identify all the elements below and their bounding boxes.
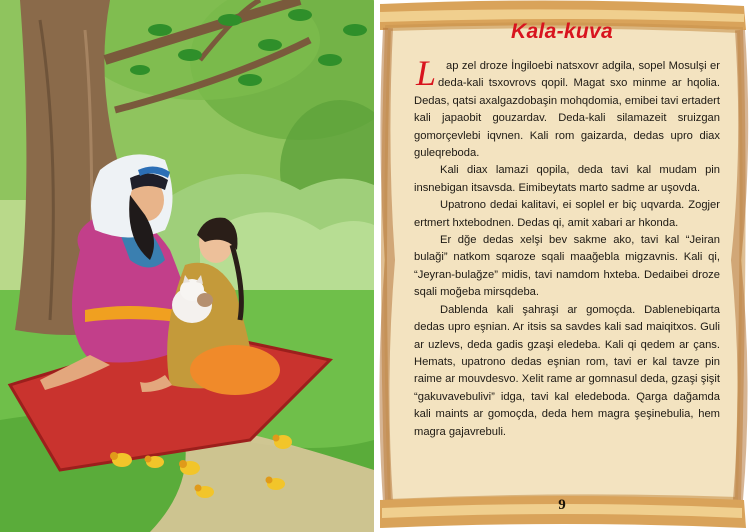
story-illustration	[0, 0, 374, 532]
paragraph-5: Dablenda kali şahraşi ar gomoçda. Dablenebiqarta dedas upro eşnian. Ar itsis sa savdes kali sad maiqitxos. Guli ar uzlevs, deda gadis gzaşi eledeba. Kali qi qedem ar çans. Hemats, upatrono dedas eşnian rom, tavi er kal tavze pin raime ar mouvdesvo. Xelit rame ar gomnasul deda, gzaşi şişit “gakuvavebulivi” idga, tavi kal eledeboda. Qarga dağamda kali maints ar gomoçda, deda hem magra şeşinebulia, hem magra gajavrebuli.	[414, 303, 720, 438]
drop-cap: L	[416, 53, 437, 93]
paragraph-1-text: ap zel droze İngiloebi natsxovr adgila, sopel Mosulşi er deda-kali tsxovrovs qopil. Magat sxo minme ar hqolia. Dedas, qatsi axalgazdobaşin mohqdomia, emibei tavi ertadert kali japaobit gouzardav. Deda-kali silamazeit sruizgan gomorçevlebi iqvnen. Kali rom gaizarda, dedas upro diax guleqreboda.	[414, 60, 720, 160]
story-text	[414, 53, 720, 441]
paragraph-1	[414, 53, 720, 162]
paragraph-3: Upatrono dedai kalitavi, ei soplel er biç uqvarda. Zogjer ertmert hxtebodnen. Dedas qi, amit xabari ar hkonda.	[414, 199, 720, 229]
paragraph-4: Er dğe dedas xelşi bev sakme ako, tavi kal “Jeiran bulaği” natkom sqaroze sqali maağebla migzavnis. Kali qi, “Jeyran-bulağze” midis, tavi namdom hxteba. Dedaibei droze sqali moğeba mirsqdeba.	[414, 234, 720, 299]
story-title: Kala-kuva	[511, 20, 613, 43]
story-page	[374, 0, 750, 532]
paragraph-2: Kali diax lamazi qopila, deda tavi kal mudam pin insnebigan itsavsda. Eimibeytats marto sadme ar uşovda.	[414, 164, 720, 194]
page-number: 9	[558, 497, 566, 513]
